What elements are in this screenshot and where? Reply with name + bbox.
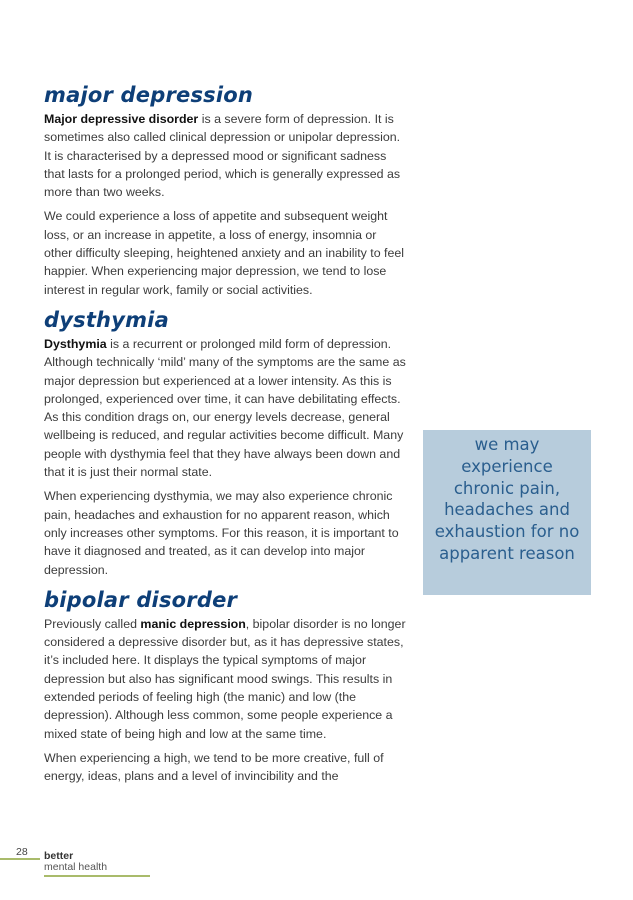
paragraph-text: is a recurrent or prolonged mild form of depression. Although technically ‘mild’ many of the symptoms are the same as major depression but experienced at a lower intensity. As this is prolonged, experienced over time, it can have debilitating effects. As this condition drags on, our energy levels decrease, general wellbeing is reduced, and regular activities become difficult. Many people with dysthymia feel that they have always been down and that it is just their normal state. (44, 336, 406, 480)
body-paragraph: When experiencing a high, we tend to be more creative, full of energy, ideas, plans and a level of invincibility and the (44, 750, 384, 784)
footer-rule-left (0, 858, 40, 860)
bold-term: Major depressive disorder (44, 112, 199, 126)
page-number: 28 (16, 846, 28, 858)
section-heading: major depression (44, 83, 254, 107)
bold-term: Dysthymia (44, 336, 107, 351)
body-paragraph: We could experience a loss of appetite and subsequent weight loss, or an increase in appetite, a loss of energy, insomnia or other difficulty sleeping, heightened anxiety and an inability to feel happier. When experiencing major depression, we tend to lose interest in regular work, family or social activities. (44, 209, 405, 297)
brand-line-1: better (44, 850, 74, 862)
section-heading: dysthymia (44, 307, 169, 332)
bold-term: manic depression (140, 616, 246, 631)
section-bipolar-disorder (44, 585, 406, 786)
body-paragraph (44, 335, 406, 481)
footer-brand (44, 851, 107, 873)
section-major-depression (44, 80, 406, 299)
body-paragraph: When experiencing dysthymia, we may also experience chronic pain, headaches and exhaustion for no apparent reason, which only increases other symptoms. For this reason, it is important to have it diagnosed and treated, as it can develop into major depression. (44, 489, 399, 577)
body-paragraph (44, 110, 406, 201)
pull-quote: we may experience chronic pain, headaches and exhaustion for no apparent reason (423, 430, 591, 595)
brand-line-2: mental health (44, 861, 108, 873)
section-heading: bipolar disorder (44, 587, 238, 612)
paragraph-text: Previously called (44, 616, 141, 631)
main-column (44, 80, 406, 792)
section-dysthymia (44, 305, 406, 579)
paragraph-text: is a severe form of depression. It is sometimes also called clinical depression or unipolar depression. It is characterised by a depressed mood or significant sadness that lasts for a prolonged period, which is generally expressed as more than two weeks. (44, 112, 401, 200)
footer-rule-right (44, 875, 150, 877)
body-paragraph (44, 615, 406, 743)
paragraph-text: , bipolar disorder is no longer considered a depressive disorder but, as it has depressive states, it’s included here. It displays the typical symptoms of major depression but also has significant mood swings. This results in extended periods of feeling high (the manic) and low (the depression). Although less common, some people experience a mixed state of being high and low at the same time. (44, 616, 406, 741)
